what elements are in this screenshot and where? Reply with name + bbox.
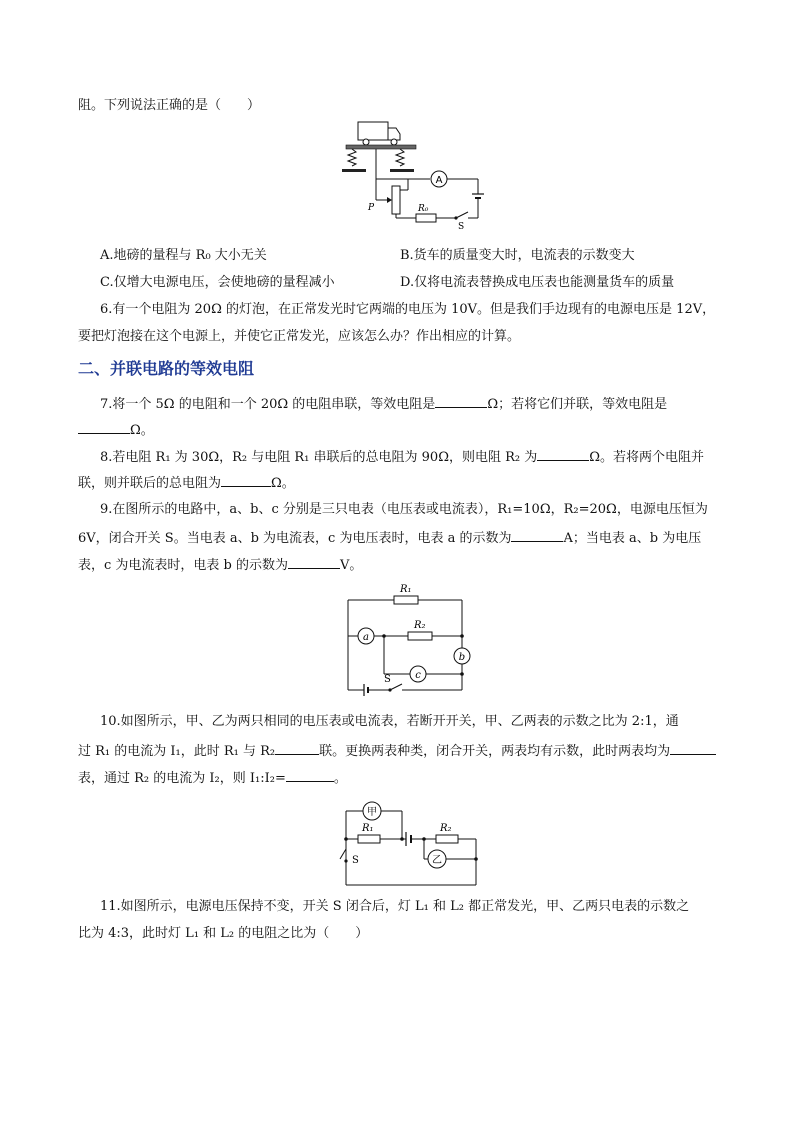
q5-intro: 阻。下列说法正确的是（ ）: [78, 98, 261, 113]
q10-line-3: [78, 767, 347, 789]
q10-switch-label: S: [352, 855, 359, 866]
q8-blank-1[interactable]: [537, 446, 589, 461]
q10-r1-label: R₁: [362, 823, 374, 834]
q7-blank-1[interactable]: [435, 393, 487, 408]
q9-line-2: [78, 527, 701, 549]
q5-ammeter-label: A: [435, 175, 443, 186]
q10-r2-label: R₂: [440, 823, 452, 834]
section-heading: 二、并联电路的等效电阻: [78, 359, 255, 378]
q11-line-2: 比为 4:3，此时灯 L₁ 和 L₂ 的电阻之比为（ ）: [78, 926, 369, 941]
q10-line-2: [78, 740, 716, 762]
q10-meter-yi-label: 乙: [432, 855, 442, 866]
q9-text-c: 表，c 为电流表时，电表 b 的示数为: [78, 558, 288, 573]
q10-text-d: 。: [333, 771, 347, 786]
q5-option-a: A.地磅的量程与 R₀ 大小无关: [100, 248, 267, 263]
q10-figure: [336, 793, 486, 889]
q10-text-c: 表，通过 R₂ 的电流为 I₂，则 I₁:I₂=: [78, 771, 286, 786]
q7-line-2: [78, 419, 154, 441]
q10-text-b: 联。更换两表种类，闭合开关，两表均有示数，此时两表均为: [319, 744, 671, 759]
q6-line-1: 6.有一个电阻为 20Ω 的灯泡，在正常发光时它两端的电压为 10V。但是我们手边现有的电源电压是 12V，: [100, 302, 716, 317]
q8-text-a: 8.若电阻 R₁ 为 30Ω，R₂ 与电阻 R₁ 串联后的总电阻为 90Ω，则电阻 R₂ 为: [100, 450, 538, 465]
q8-blank-2[interactable]: [221, 472, 271, 487]
q9-blank-1[interactable]: [511, 527, 563, 542]
q9-meter-a-label: a: [363, 632, 369, 643]
q8-text-c: 联，则并联后的总电阻为: [78, 476, 222, 491]
q9-figure: [338, 580, 474, 698]
q9-r2-label: R₂: [414, 620, 426, 631]
q9-meter-c-label: c: [415, 670, 421, 681]
q8-text-d: Ω。: [271, 476, 295, 491]
q9-r1-label: R₁: [400, 584, 412, 595]
q11-line-1: 11.如图所示，电源电压保持不变，开关 S 闭合后，灯 L₁ 和 L₂ 都正常发光，甲、乙两只电表的示数之: [100, 899, 690, 914]
q9-switch-label: S: [384, 674, 391, 685]
q7-line-1: [100, 393, 667, 415]
q8-text-b: Ω。若将两个电阻并: [589, 450, 705, 465]
q5-option-b: B.货车的质量变大时，电流表的示数变大: [400, 248, 635, 263]
q9-line-1: 9.在图所示的电路中，a、b、c 分别是三只电表（电压表或电流表），R₁=10Ω，R₂=20Ω，电源电压恒为: [100, 502, 708, 517]
q10-blank-3[interactable]: [286, 767, 334, 782]
q5-slider-label: P: [368, 203, 375, 213]
q7-text-c: Ω。: [130, 423, 154, 438]
q9-text-a: 6V，闭合开关 S。当电表 a、b 为电流表，c 为电压表时，电表 a 的示数为: [78, 531, 512, 546]
q7-text-b: Ω；若将它们并联，等效电阻是: [487, 397, 668, 412]
q10-blank-2[interactable]: [670, 740, 716, 755]
q5-figure: [338, 118, 498, 230]
q8-line-2: [78, 472, 295, 494]
q9-text-b: A；当电表 a、b 为电压: [563, 531, 702, 546]
q5-option-c: C.仅增大电源电压，会使地磅的量程减小: [100, 275, 335, 290]
q7-blank-2[interactable]: [78, 419, 130, 434]
q10-blank-1[interactable]: [275, 740, 319, 755]
q5-switch-label: S: [458, 222, 465, 230]
q10-text-a: 过 R₁ 的电流为 I₁，此时 R₁ 与 R₂: [78, 744, 276, 759]
q9-text-d: V。: [340, 558, 363, 573]
q9-line-3: [78, 554, 362, 576]
q7-text-a: 7.将一个 5Ω 的电阻和一个 20Ω 的电阻串联，等效电阻是: [100, 397, 436, 412]
q10-line-1: 10.如图所示，甲、乙为两只相同的电压表或电流表，若断开开关，甲、乙两表的示数之比为 2:1，通: [100, 714, 679, 729]
q10-meter-jia-label: 甲: [367, 807, 377, 818]
q8-line-1: [100, 446, 704, 468]
q5-option-d: D.仅将电流表替换成电压表也能测量货车的质量: [400, 275, 675, 290]
q6-line-2: 要把灯泡接在这个电源上，并使它正常发光，应该怎么办？作出相应的计算。: [78, 329, 521, 344]
q5-r0-label: R₀: [418, 204, 429, 214]
q9-blank-2[interactable]: [288, 554, 340, 569]
q9-meter-b-label: b: [458, 652, 466, 663]
